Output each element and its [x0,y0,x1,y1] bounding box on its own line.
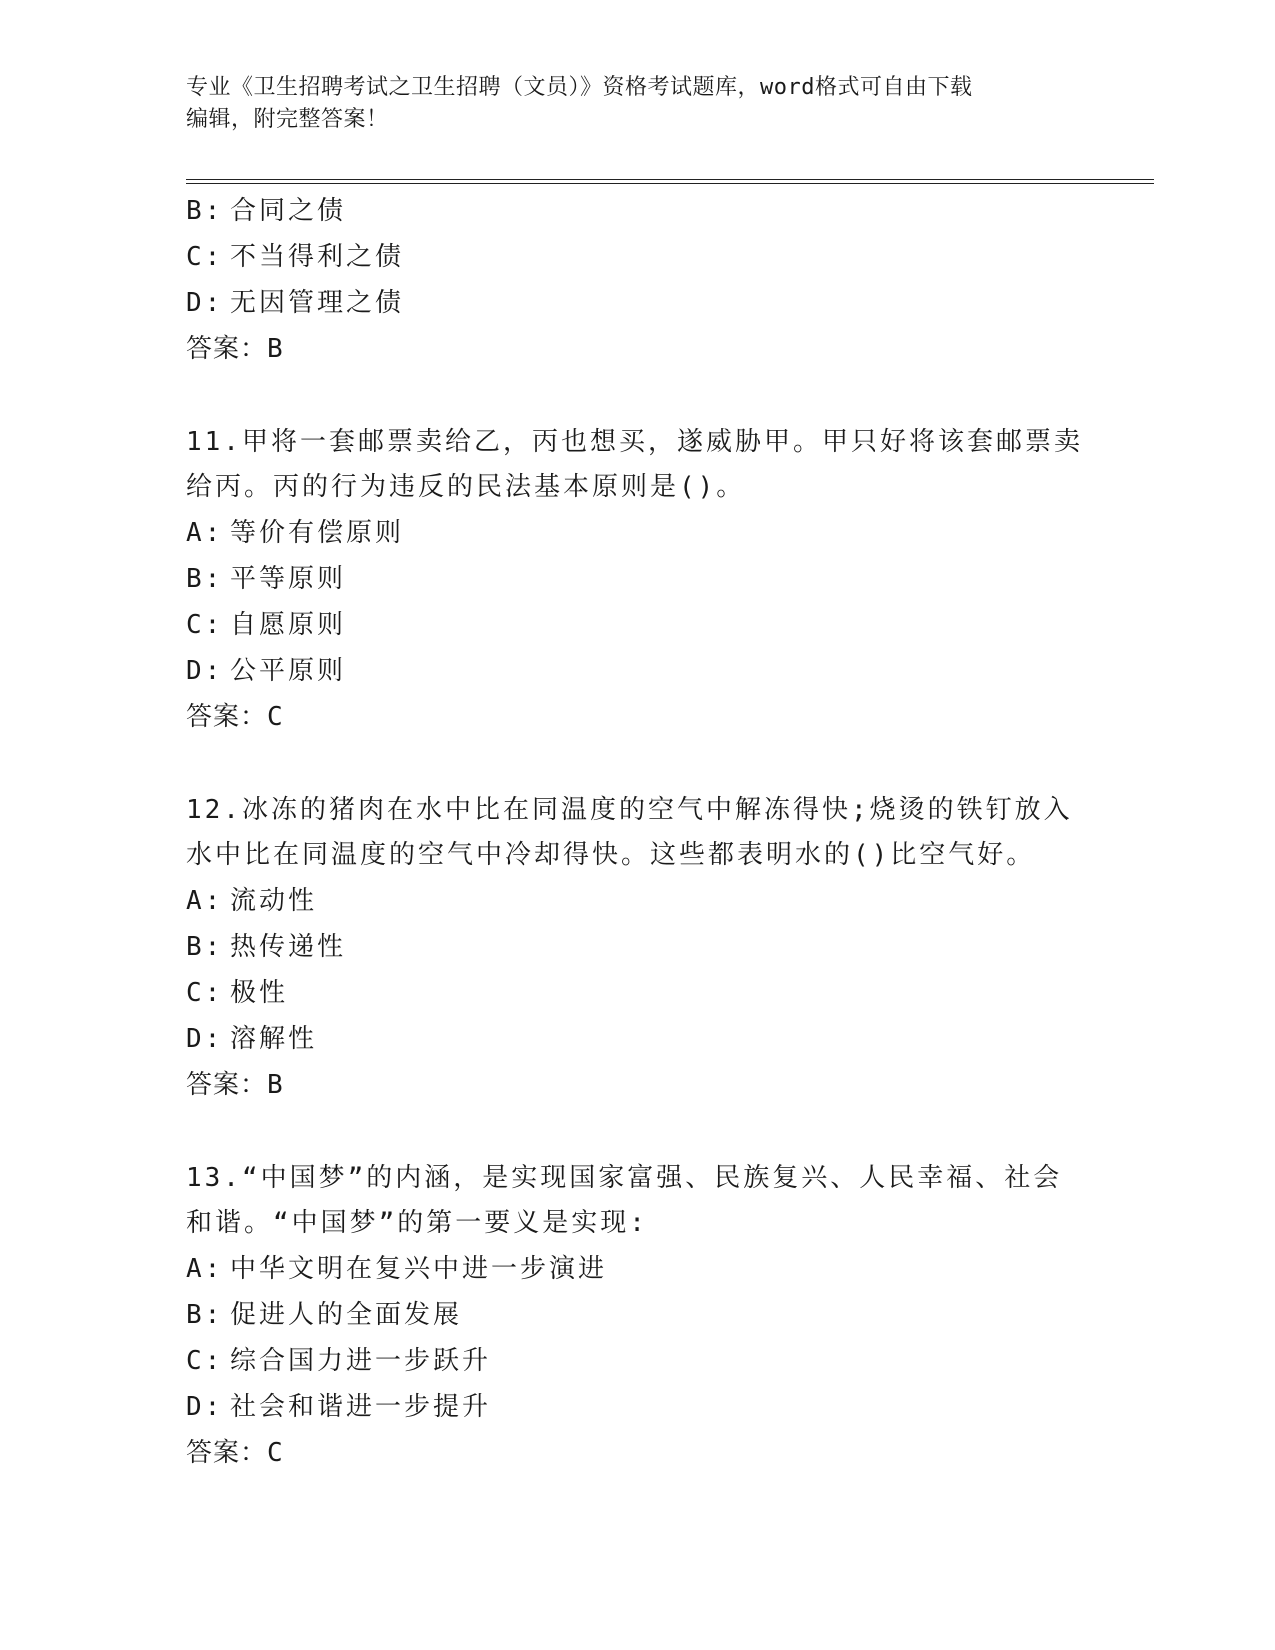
option-text: 综合国力进一步跃升 [230,1346,492,1376]
spacer [186,372,1086,420]
option-d [186,280,1086,326]
option-text: 溶解性 [230,1024,318,1054]
option-key: A: [186,1254,224,1284]
question-block-10 [186,188,1086,372]
option-b [186,1292,1086,1338]
option-key: B: [186,196,224,226]
option-text: 无因管理之债 [230,288,405,318]
option-key: D: [186,1024,224,1054]
option-b [186,188,1086,234]
answer-line: 答案：C [186,1438,284,1468]
option-a [186,878,1086,924]
option-text: 等价有偿原则 [230,518,405,548]
option-key: B: [186,564,224,594]
answer-line: 答案：B [186,334,284,364]
option-text: 公平原则 [230,656,347,686]
answer-line: 答案：C [186,702,284,732]
option-key: C: [186,978,224,1008]
question-text-line: 水中比在同温度的空气中冷却得快。这些都表明水的()比空气好。 [186,840,1036,870]
option-c [186,234,1086,280]
option-b [186,556,1086,602]
option-key: C: [186,1346,224,1376]
answer-line: 答案：B [186,1070,284,1100]
option-text: 平等原则 [230,564,347,594]
question-block-13 [186,1156,1086,1476]
question-block-11 [186,420,1086,740]
option-text: 促进人的全面发展 [230,1300,463,1330]
spacer [186,740,1086,788]
question-text-line: 13.“中国梦”的内涵，是实现国家富强、民族复兴、人民幸福、社会 [186,1163,1063,1193]
option-text: 不当得利之债 [230,242,405,272]
option-a [186,1246,1086,1292]
header-line-1: 专业《卫生招聘考试之卫生招聘（文员）》资格考试题库，word格式可自由下载 [186,75,973,100]
header-divider-top [186,179,1154,180]
option-key: C: [186,610,224,640]
option-key: B: [186,1300,224,1330]
option-key: C: [186,242,224,272]
option-c [186,1338,1086,1384]
option-key: A: [186,518,224,548]
option-b [186,924,1086,970]
option-text: 社会和谐进一步提升 [230,1392,492,1422]
question-text-line: 12.冰冻的猪肉在水中比在同温度的空气中解冻得快;烧烫的铁钉放入 [186,795,1073,825]
document-body [186,188,1086,1476]
option-text: 中华文明在复兴中进一步演进 [230,1254,608,1284]
option-key: D: [186,656,224,686]
option-a [186,510,1086,556]
option-key: A: [186,886,224,916]
question-text-line: 给丙。丙的行为违反的民法基本原则是()。 [186,472,746,502]
option-text: 自愿原则 [230,610,347,640]
question-text-line: 11.甲将一套邮票卖给乙，丙也想买，遂威胁甲。甲只好将该套邮票卖 [186,427,1083,457]
option-text: 极性 [230,978,289,1008]
question-block-12 [186,788,1086,1108]
option-key: D: [186,288,224,318]
option-d [186,648,1086,694]
header-divider-bottom [186,183,1154,184]
option-d [186,1016,1086,1062]
option-d [186,1384,1086,1430]
option-text: 流动性 [230,886,318,916]
option-c [186,602,1086,648]
option-text: 热传递性 [230,932,347,962]
option-key: D: [186,1392,224,1422]
question-text-line: 和谐。“中国梦”的第一要义是实现: [186,1208,648,1238]
header-line-2: 编辑，附完整答案！ [186,107,389,132]
option-text: 合同之债 [230,196,347,226]
document-header [186,72,1076,136]
option-key: B: [186,932,224,962]
option-c [186,970,1086,1016]
spacer [186,1108,1086,1156]
